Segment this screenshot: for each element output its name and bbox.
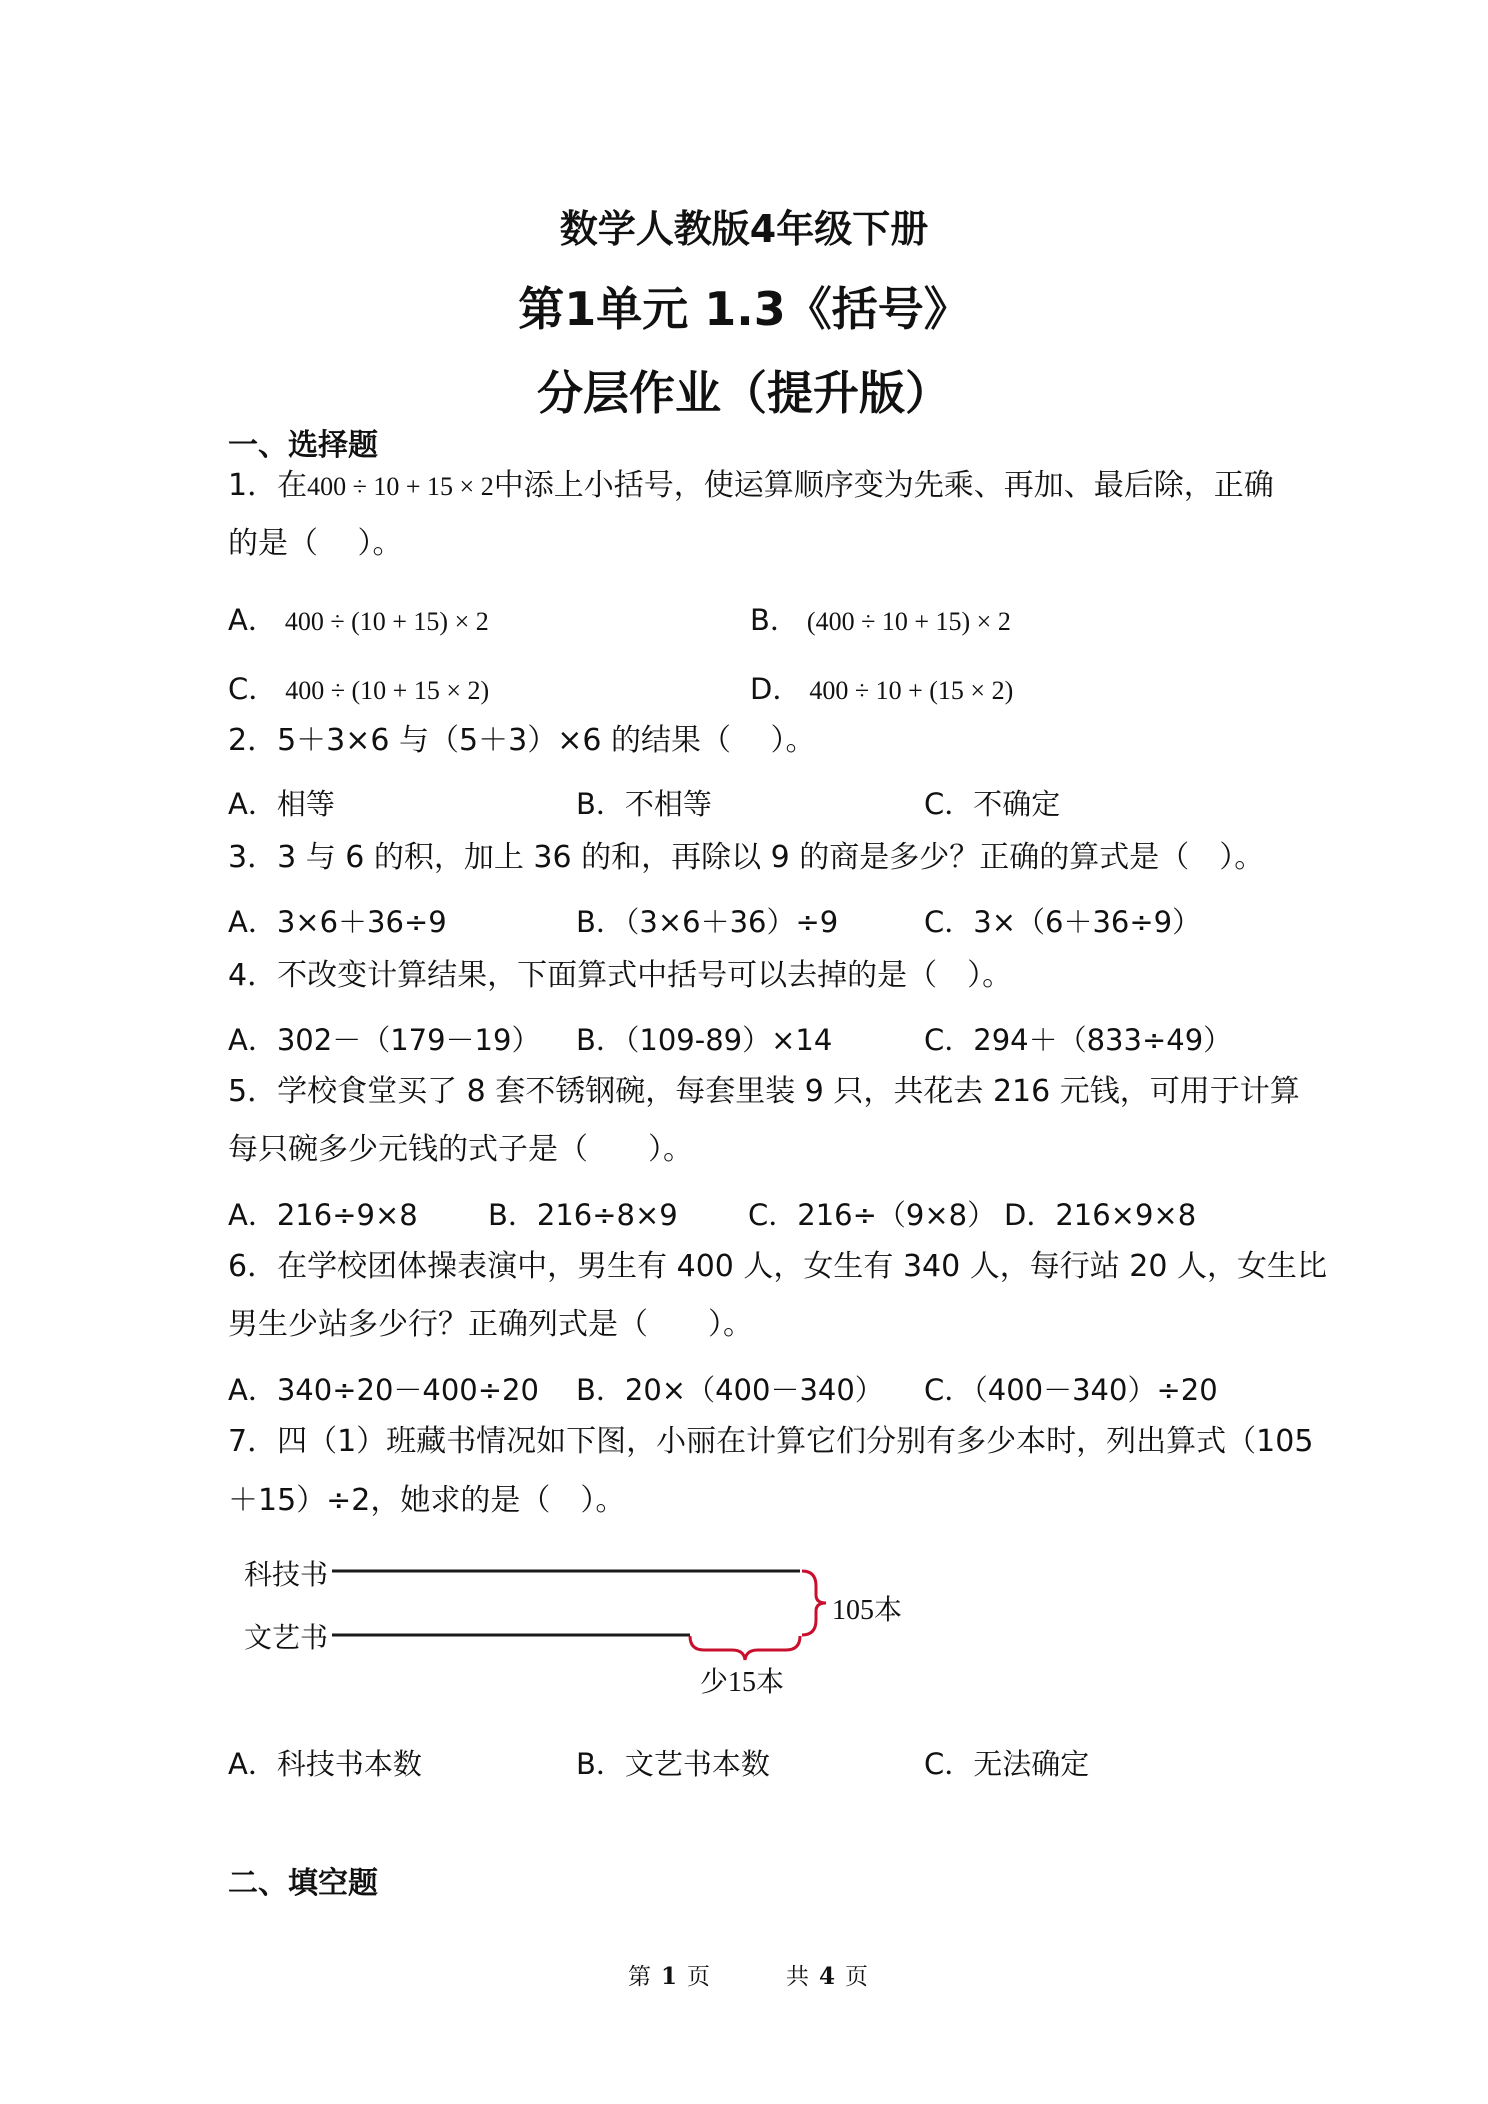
- question-7-option-c[interactable]: C．无法确定: [924, 1747, 1090, 1781]
- current-page: 1: [661, 1963, 678, 1990]
- option-letter: C．: [228, 672, 278, 706]
- option-expression: (400 ÷ 10 + 15) × 2: [806, 607, 1011, 636]
- question-1-number: 1．: [228, 468, 278, 503]
- question-6-line-1: 6．在学校团体操表演中，男生有 400 人，女生有 340 人，每行站 20 人，女生比: [228, 1249, 1327, 1284]
- diagram-difference-label: 少15本: [700, 1667, 785, 1698]
- question-5-option-b[interactable]: B．216÷8×9: [488, 1198, 678, 1232]
- question-7-option-a[interactable]: A．科技书本数: [228, 1747, 422, 1781]
- diagram-label-science-books: 科技书: [244, 1558, 329, 1591]
- question-6-option-b[interactable]: B．20×（400－340）: [576, 1373, 884, 1407]
- question-2-text: 2．5＋3×6 与（5＋3）×6 的结果（ ）。: [228, 723, 816, 758]
- question-2-option-a[interactable]: A．相等: [228, 787, 335, 821]
- question-6-line-2: 男生少站多少行？正确列式是（ ）。: [228, 1307, 753, 1342]
- doc-title-textbook: 数学人教版4年级下册: [559, 207, 929, 251]
- question-6-option-a[interactable]: A．340÷20－400÷20: [228, 1373, 539, 1407]
- question-3-option-b[interactable]: B．（3×6＋36）÷9: [576, 905, 839, 939]
- question-1-post: 中添上小括号，使运算顺序变为先乘、再加、最后除，正确: [493, 468, 1274, 503]
- page-number: [628, 1958, 710, 1991]
- question-4-option-a[interactable]: A．302－（179－19）: [228, 1023, 541, 1057]
- question-6-option-c[interactable]: C．（400－340）÷20: [924, 1373, 1218, 1407]
- question-1-line-2: 的是（ ）。: [228, 526, 403, 561]
- question-2-option-b[interactable]: B．不相等: [576, 787, 712, 821]
- section-heading-fill-in: 二、填空题: [228, 1866, 378, 1901]
- option-letter: D．: [750, 672, 802, 706]
- question-1-expression: 400 ÷ 10 + 15 × 2: [307, 472, 494, 501]
- diagram-label-literature-books: 文艺书: [244, 1621, 329, 1654]
- doc-title-level: 分层作业（提升版）: [537, 366, 951, 420]
- question-5-line-1: 5．学校食堂买了 8 套不锈钢碗，每套里装 9 只，共花去 216 元钱，可用于计算: [228, 1074, 1300, 1109]
- question-2-option-c[interactable]: C．不确定: [924, 787, 1061, 821]
- total-pages: [786, 1958, 868, 1991]
- total-prefix: 共: [786, 1964, 809, 1990]
- question-5-option-d[interactable]: D．216×9×8: [1004, 1198, 1197, 1232]
- question-4-option-c[interactable]: C．294＋（833÷49）: [924, 1023, 1233, 1057]
- question-4-text: 4．不改变计算结果，下面算式中括号可以去掉的是（ ）。: [228, 958, 1013, 993]
- page-suffix: 页: [687, 1964, 711, 1990]
- question-7-line-2: ＋15）÷2，她求的是（ ）。: [228, 1483, 626, 1518]
- difference-brace: [690, 1636, 800, 1660]
- total-brace: [802, 1571, 826, 1635]
- section-heading-choice: 一、选择题: [228, 428, 378, 463]
- question-1-pre: 在: [277, 468, 308, 503]
- question-5-option-a[interactable]: A．216÷9×8: [228, 1198, 418, 1232]
- question-5-option-c[interactable]: C．216÷（9×8）: [748, 1198, 997, 1232]
- question-7-line-1: 7．四（1）班藏书情况如下图，小丽在计算它们分别有多少本时，列出算式（105: [228, 1424, 1314, 1459]
- total-suffix: 页: [845, 1964, 869, 1990]
- question-3-option-a[interactable]: A．3×6＋36÷9: [228, 905, 447, 939]
- option-letter: B．: [750, 603, 799, 637]
- question-3-text: 3．3 与 6 的积，加上 36 的和，再除以 9 的商是多少？正确的算式是（ ）。: [228, 840, 1265, 875]
- option-expression: 400 ÷ 10 + (15 × 2): [809, 676, 1014, 705]
- total-count: 4: [819, 1963, 836, 1990]
- option-letter: A．: [228, 603, 277, 637]
- question-7-option-b[interactable]: B．文艺书本数: [576, 1747, 770, 1781]
- question-3-option-c[interactable]: C．3×（6＋36÷9）: [924, 905, 1202, 939]
- question-5-line-2: 每只碗多少元钱的式子是（ ）。: [228, 1132, 693, 1167]
- question-4-option-b[interactable]: B．（109-89）×14: [576, 1023, 833, 1057]
- page-prefix: 第: [628, 1964, 651, 1990]
- option-expression: 400 ÷ (10 + 15 × 2): [285, 676, 490, 705]
- diagram-total-label: 105本: [832, 1595, 903, 1626]
- option-expression: 400 ÷ (10 + 15) × 2: [284, 607, 489, 636]
- doc-title-unit: 第1单元 1.3《括号》: [518, 282, 970, 336]
